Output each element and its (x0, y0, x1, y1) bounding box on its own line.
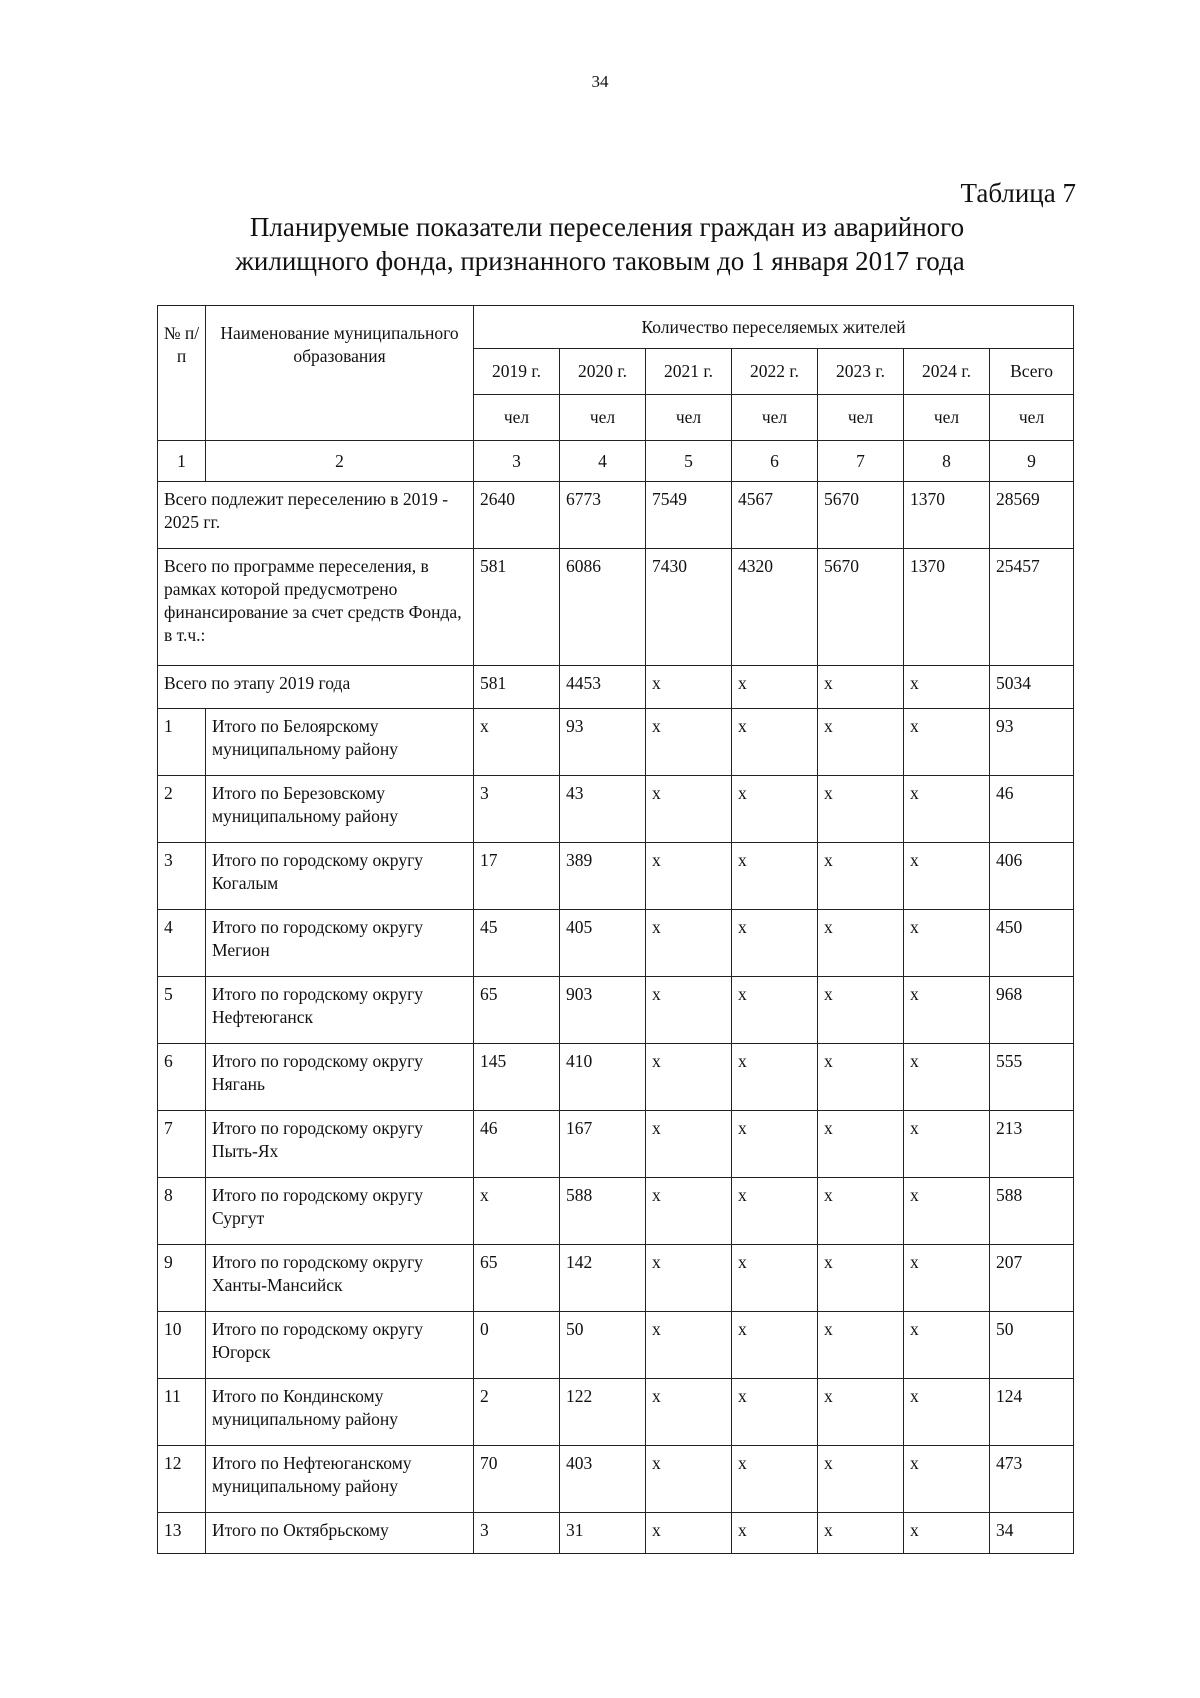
table-row (158, 1111, 1074, 1178)
municipality-name: Итого по городскому округу Сургут (206, 1178, 474, 1245)
table-cell: х (732, 776, 818, 843)
column-number: 9 (990, 441, 1074, 482)
table-cell: х (818, 1111, 904, 1178)
table-cell: х (646, 1379, 732, 1446)
row-number: 1 (158, 709, 206, 776)
table-cell: 1370 (904, 482, 990, 549)
table-cell: х (904, 1111, 990, 1178)
table-row (158, 1312, 1074, 1379)
table-row (158, 776, 1074, 843)
table-cell: х (646, 910, 732, 977)
table-cell: 4320 (732, 549, 818, 666)
table-cell: 17 (474, 843, 560, 910)
table-row (158, 1513, 1074, 1554)
column-number: 1 (158, 441, 206, 482)
table-cell: х (904, 666, 990, 709)
table-cell: х (904, 709, 990, 776)
table-cell: х (732, 843, 818, 910)
table-cell: 5670 (818, 482, 904, 549)
table-cell: 6773 (560, 482, 646, 549)
table-row (158, 1379, 1074, 1446)
table-cell: 167 (560, 1111, 646, 1178)
header-unit: чел (560, 395, 646, 441)
header-unit: чел (646, 395, 732, 441)
municipality-name: Итого по Нефтеюганскому муниципальному району (206, 1446, 474, 1513)
table-cell: х (646, 1111, 732, 1178)
table-cell: х (646, 666, 732, 709)
table-row (158, 843, 1074, 910)
column-number: 6 (732, 441, 818, 482)
table-cell: 25457 (990, 549, 1074, 666)
table-cell: х (818, 1245, 904, 1312)
table-cell: х (646, 843, 732, 910)
table-cell: х (732, 1312, 818, 1379)
table-cell: 122 (560, 1379, 646, 1446)
table-cell: х (732, 709, 818, 776)
table-cell: х (904, 776, 990, 843)
table-cell: х (732, 1111, 818, 1178)
municipality-name: Итого по городскому округу Ханты-Мансийск (206, 1245, 474, 1312)
row-number: 11 (158, 1379, 206, 1446)
table-cell: х (646, 1178, 732, 1245)
summary-row (158, 482, 1074, 549)
table-cell: х (646, 1245, 732, 1312)
column-number: 3 (474, 441, 560, 482)
document-title (160, 210, 1040, 278)
table-cell: 1370 (904, 549, 990, 666)
table-cell: х (474, 709, 560, 776)
table-cell: 142 (560, 1245, 646, 1312)
table-cell: х (646, 1312, 732, 1379)
row-number: 13 (158, 1513, 206, 1554)
header-unit: чел (732, 395, 818, 441)
header-year: 2019 г. (474, 349, 560, 395)
table-row (158, 1446, 1074, 1513)
municipality-name: Итого по Октябрьскому (206, 1513, 474, 1554)
table-cell: х (732, 977, 818, 1044)
table-cell: х (818, 843, 904, 910)
table-cell: х (818, 776, 904, 843)
table-cell: 70 (474, 1446, 560, 1513)
table-cell: х (646, 1044, 732, 1111)
column-number-row (158, 441, 1074, 482)
table-cell: х (904, 1044, 990, 1111)
municipality-name: Итого по городскому округу Нефтеюганск (206, 977, 474, 1044)
table-cell: 28569 (990, 482, 1074, 549)
row-number: 3 (158, 843, 206, 910)
table-cell: х (818, 1379, 904, 1446)
table-cell: х (818, 1513, 904, 1554)
table-cell: 207 (990, 1245, 1074, 1312)
table-cell: 405 (560, 910, 646, 977)
table-cell: х (818, 666, 904, 709)
table-cell: х (818, 1446, 904, 1513)
table-cell: 389 (560, 843, 646, 910)
table-cell: х (818, 1178, 904, 1245)
table-cell: 4567 (732, 482, 818, 549)
table-cell: х (904, 1513, 990, 1554)
table-cell: 555 (990, 1044, 1074, 1111)
table-cell: х (904, 910, 990, 977)
table-cell: 50 (560, 1312, 646, 1379)
municipality-name: Итого по городскому округу Югорск (206, 1312, 474, 1379)
table-cell: 7430 (646, 549, 732, 666)
table-cell: 124 (990, 1379, 1074, 1446)
table-cell: 213 (990, 1111, 1074, 1178)
table-cell: 403 (560, 1446, 646, 1513)
resettlement-table (157, 305, 1074, 1554)
table-cell: 93 (560, 709, 646, 776)
summary-label: Всего подлежит переселению в 2019 - 2025 гг. (158, 482, 474, 549)
header-year: 2022 г. (732, 349, 818, 395)
header-unit: чел (474, 395, 560, 441)
table-cell: 3 (474, 1513, 560, 1554)
page-number: 34 (591, 72, 609, 91)
table-cell: х (818, 709, 904, 776)
table-cell: х (474, 1178, 560, 1245)
table-cell: х (646, 977, 732, 1044)
row-number: 6 (158, 1044, 206, 1111)
table-cell: х (818, 1044, 904, 1111)
table-cell: х (732, 1379, 818, 1446)
row-number: 7 (158, 1111, 206, 1178)
table-cell: х (904, 1312, 990, 1379)
table-cell: 65 (474, 1245, 560, 1312)
municipality-name: Итого по городскому округу Пыть-Ях (206, 1111, 474, 1178)
table-row (158, 977, 1074, 1044)
municipality-name: Итого по Белоярскому муниципальному району (206, 709, 474, 776)
header-municipality-name: Наименование муниципального образования (206, 306, 474, 441)
header-unit: чел (904, 395, 990, 441)
table-cell: 581 (474, 549, 560, 666)
table-cell: х (646, 776, 732, 843)
table-cell: х (904, 1379, 990, 1446)
header-unit: чел (818, 395, 904, 441)
table-cell: 588 (560, 1178, 646, 1245)
table-cell: 65 (474, 977, 560, 1044)
table-cell: 145 (474, 1044, 560, 1111)
table-cell: х (904, 843, 990, 910)
table-cell: 50 (990, 1312, 1074, 1379)
table-cell: 2640 (474, 482, 560, 549)
municipality-name: Итого по городскому округу Когалым (206, 843, 474, 910)
header-year: 2024 г. (904, 349, 990, 395)
table-cell: х (904, 1178, 990, 1245)
table-cell: х (818, 910, 904, 977)
table-cell: х (646, 709, 732, 776)
table-row (158, 1044, 1074, 1111)
table-cell: х (732, 1446, 818, 1513)
column-number: 5 (646, 441, 732, 482)
table-cell: х (904, 977, 990, 1044)
municipality-name: Итого по Кондинскому муниципальному району (206, 1379, 474, 1446)
table-row (158, 709, 1074, 776)
document-title-line-1: Планируемые показатели переселения граждан из аварийного (249, 212, 965, 242)
row-number: 9 (158, 1245, 206, 1312)
table-cell: х (732, 1178, 818, 1245)
row-number: 4 (158, 910, 206, 977)
header-number: № п/п (158, 306, 206, 441)
row-number: 12 (158, 1446, 206, 1513)
table-cell: х (732, 1044, 818, 1111)
municipality-name: Итого по городскому округу Нягань (206, 1044, 474, 1111)
table-cell: х (732, 666, 818, 709)
table-cell: х (818, 1312, 904, 1379)
table-cell: 406 (990, 843, 1074, 910)
column-number: 4 (560, 441, 646, 482)
header-total: Всего (990, 349, 1074, 395)
table-cell: 903 (560, 977, 646, 1044)
table-label: Таблица 7 (960, 178, 1076, 208)
table-cell: х (732, 1513, 818, 1554)
table-cell: 5034 (990, 666, 1074, 709)
table-cell: 7549 (646, 482, 732, 549)
table-cell: 588 (990, 1178, 1074, 1245)
header-year: 2020 г. (560, 349, 646, 395)
column-number: 8 (904, 441, 990, 482)
table-cell: 3 (474, 776, 560, 843)
table-cell: 34 (990, 1513, 1074, 1554)
row-number: 2 (158, 776, 206, 843)
table-cell: 6086 (560, 549, 646, 666)
column-number: 2 (206, 441, 474, 482)
table-cell: х (646, 1513, 732, 1554)
document-title-line-2: жилищного фонда, признанного таковым до 1 января 2017 года (235, 246, 965, 276)
table-cell: 0 (474, 1312, 560, 1379)
summary-label: Всего по программе переселения, в рамках которой предусмотрено финансирование за счет средств Фонда, в т.ч.: (158, 549, 474, 666)
table-cell: 93 (990, 709, 1074, 776)
summary-row (158, 549, 1074, 666)
table-row (158, 1245, 1074, 1312)
table-cell: х (732, 910, 818, 977)
table-cell: 46 (990, 776, 1074, 843)
header-year: 2023 г. (818, 349, 904, 395)
table-cell: х (732, 1245, 818, 1312)
summary-label: Всего по этапу 2019 года (158, 666, 474, 709)
table-cell: х (904, 1245, 990, 1312)
table-cell: х (904, 1446, 990, 1513)
row-number: 5 (158, 977, 206, 1044)
table-row (158, 910, 1074, 977)
table-cell: 31 (560, 1513, 646, 1554)
column-number: 7 (818, 441, 904, 482)
header-year: 2021 г. (646, 349, 732, 395)
table-cell: 2 (474, 1379, 560, 1446)
municipality-name: Итого по городскому округу Мегион (206, 910, 474, 977)
table-cell: 450 (990, 910, 1074, 977)
table-cell: 968 (990, 977, 1074, 1044)
table-cell: х (646, 1446, 732, 1513)
municipality-name: Итого по Березовскому муниципальному району (206, 776, 474, 843)
table-cell: х (818, 977, 904, 1044)
table-cell: 473 (990, 1446, 1074, 1513)
row-number: 10 (158, 1312, 206, 1379)
table-cell: 5670 (818, 549, 904, 666)
table-cell: 4453 (560, 666, 646, 709)
summary-row (158, 666, 1074, 709)
table-row (158, 1178, 1074, 1245)
row-number: 8 (158, 1178, 206, 1245)
header-residents-group: Количество переселяемых жителей (474, 306, 1074, 349)
header-unit: чел (990, 395, 1074, 441)
table-cell: 581 (474, 666, 560, 709)
table-cell: 410 (560, 1044, 646, 1111)
table-cell: 43 (560, 776, 646, 843)
table-cell: 46 (474, 1111, 560, 1178)
table-cell: 45 (474, 910, 560, 977)
